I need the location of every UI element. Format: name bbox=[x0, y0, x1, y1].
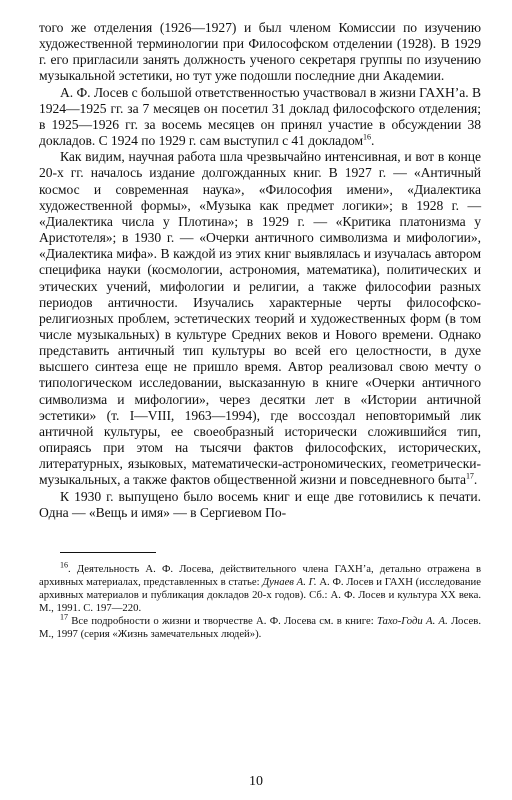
footnote-divider bbox=[60, 552, 156, 553]
paragraph-gakhn bbox=[39, 85, 481, 150]
paragraph-text: А. Ф. Лосев с большой ответственностью участвовал в жизни ГАХН’а. В 1924—1925 гг. за 7 месяцев он посетил 31 доклад философского отделения; в 1925—1926 гг. за восемь месяцев он принял участие в обсуждении 38 докладов. С 1924 по 1929 г. сам выступил с 41 докладом bbox=[39, 84, 481, 149]
footnote-number: 17 bbox=[60, 612, 68, 622]
footnote-text: Лосев. М., 1997 (серия «Жизнь замечательных людей»). bbox=[39, 615, 481, 641]
footnote-text: . Деятельность А. Ф. Лосева, действительного члена ГАХН’а, детально отражена в архивных материалах, представленных в статье: bbox=[39, 562, 481, 588]
footnote-author: Дунаев А. Г. bbox=[262, 575, 317, 588]
footnote-text: А. Ф. Лосев и ГАХН (исследование архивных материалов и публикация докладов 20-х годов). Сб.: А. Ф. Лосев и культура XX века. М., 1991. С. 197—220. bbox=[39, 575, 481, 615]
footnotes bbox=[39, 560, 481, 642]
footnote-16 bbox=[39, 560, 481, 615]
footnote-ref: 16 bbox=[363, 132, 371, 142]
paragraph-text: Как видим, научная работа шла чрезвычайно интенсивная, и вот в конце 20-х гг. началось издание долгожданных книг. В 1927 г. — «Античный космос и современная наука», «Философия имени», «Диалектика художественной формы», «Музыка как предмет логики»; в 1928 г. — «Диалектика числа у Плотина»; в 1929 г. — «Критика платонизма у Аристотеля»; в 1930 г. — «Очерки античного символизма и мифологии», «Диалектика мифа». В каждой из этих книг выявлялась и изучалась автором специфика науки (космологии, астрономия, математика), политических и этических учений, мифологии и религии, а также философии разных периодов античности. Изучались характерные черты философско-религиозных проблем, эстетических теорий и художественных форм (в том числе музыкальных) в культуре Средних веков и Нового времени. Однако представить античный тип культуры во всей его целостности, в духе высшего синтеза еще не пришло время. Автор реализовал свою мечту о типологическом исследовании, высказанную в книге «Очерки античного символизма и мифологии», через десятки лет в «Истории античной эстетики» (т. I—VIII, 1963—1994), где воссоздал неповторимый лик античной культуры, ее своеобразный исторически сложившийся тип, опираясь при этом на тысячи фактов философских, исторических, литературных, языковых, математически-астрономических, геометрически-музыкальных, а также фактов общественной жизни и повседневного быта bbox=[39, 149, 481, 488]
footnote-number: 16 bbox=[60, 560, 68, 570]
main-text bbox=[39, 20, 481, 521]
paragraph-text: того же отделения (1926—1927) и был членом Комиссии по изучению художественной терминологии при Философском отделении (1928). В 1929 г. его пригласили занять должность ученого секретаря группы по изучению музыкальной эстетики, но тут уже подошли последние дни Академии. bbox=[39, 20, 481, 84]
book-page bbox=[39, 20, 481, 641]
paragraph-text: . bbox=[370, 133, 375, 149]
paragraph-text: К 1930 г. выпущено было восемь книг и еще две готовились к печати. Одна — «Вещь и имя» — в Сергиевом По- bbox=[39, 488, 481, 520]
footnote-text: Все подробности о жизни и творчестве А. Ф. Лосева см. в книге: bbox=[68, 615, 377, 628]
paragraph-continuation bbox=[39, 20, 481, 85]
footnote-17 bbox=[39, 612, 481, 641]
footnote-author: Тахо-Годи А. А. bbox=[377, 615, 448, 628]
paragraph-1930 bbox=[39, 489, 481, 521]
paragraph-text: . bbox=[473, 472, 478, 488]
page-number: 10 bbox=[249, 774, 263, 789]
paragraph-books bbox=[39, 149, 481, 488]
footnote-ref: 17 bbox=[465, 471, 474, 481]
